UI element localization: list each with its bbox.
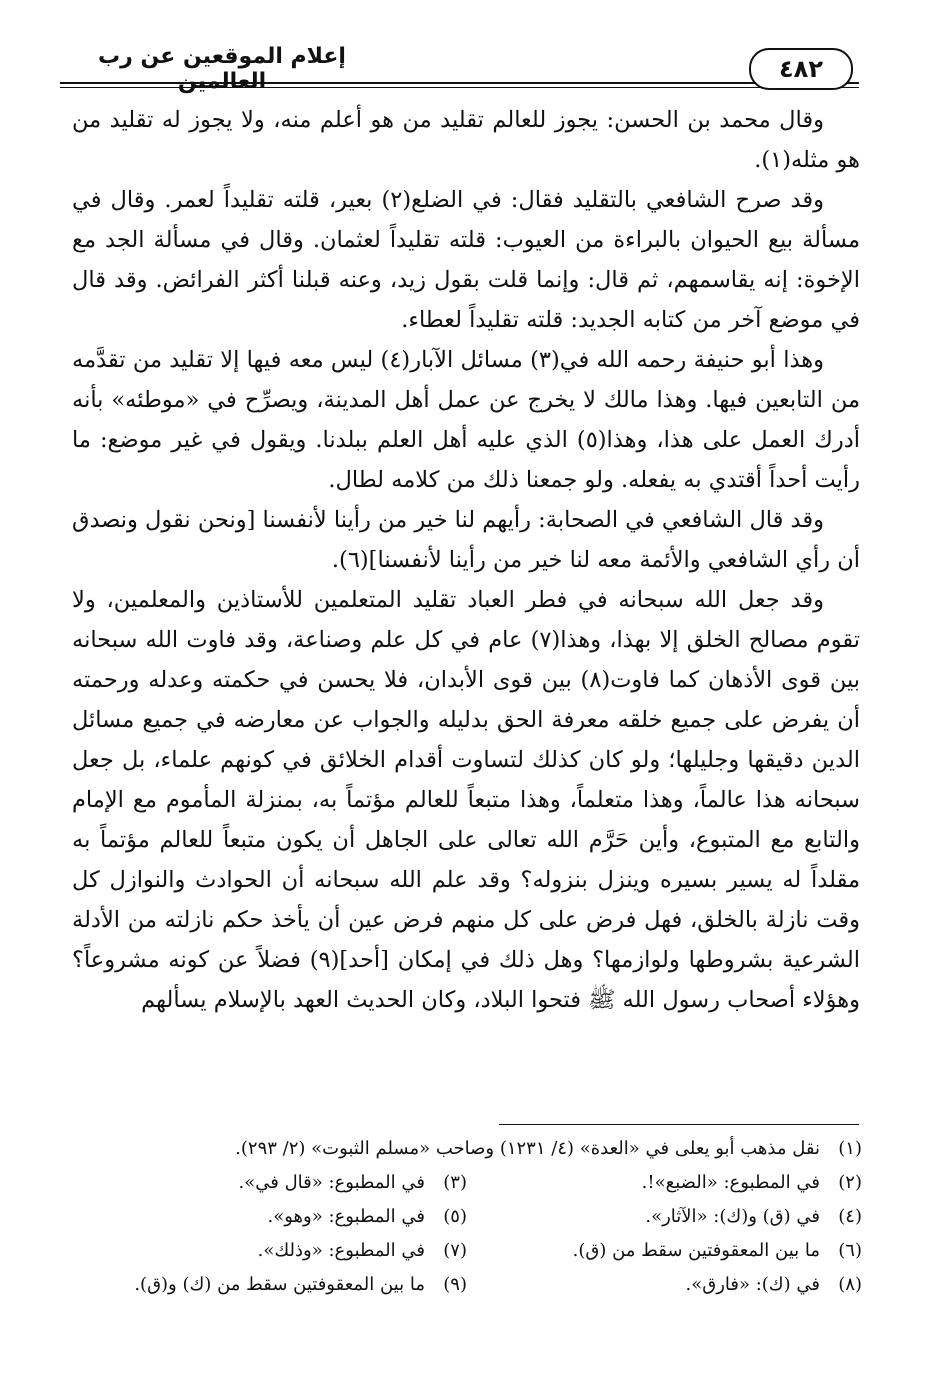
footnote-text: في المطبوع: «وهو». <box>267 1206 425 1227</box>
footnote-row <box>72 1200 862 1234</box>
footnote <box>72 1200 467 1234</box>
footnote <box>72 1234 467 1268</box>
footnote-separator <box>499 1124 859 1125</box>
footnote-text: ما بين المعقوفتين سقط من (ك) و(ق). <box>134 1274 425 1295</box>
footnote-number: (٩) <box>443 1274 467 1295</box>
page-number: ٤٨٢ <box>749 48 853 90</box>
footnotes <box>72 1132 862 1302</box>
footnote <box>72 1166 467 1200</box>
footnote-number: (١) <box>838 1138 862 1159</box>
footnote-text: في المطبوع: «قال في». <box>238 1172 425 1193</box>
footnote-row <box>72 1132 862 1166</box>
footnote <box>72 1268 467 1302</box>
footnote-number: (٥) <box>443 1206 467 1227</box>
running-title: إعلام الموقعين عن رب العالمين <box>98 44 346 94</box>
footnote-number: (٢) <box>838 1172 862 1193</box>
footnote-number: (٨) <box>838 1274 862 1295</box>
footnote <box>72 1132 862 1166</box>
footnote-number: (٣) <box>443 1172 467 1193</box>
footnote <box>467 1200 862 1234</box>
paragraph: وقال محمد بن الحسن: يجوز للعالم تقليد من هو أعلم منه، ولا يجوز له تقليد من هو مثله(١). <box>72 107 860 173</box>
footnote-text: ما بين المعقوفتين سقط من (ق). <box>572 1240 820 1261</box>
footnote-text: في (ق) و(ك): «الآثار». <box>645 1206 820 1227</box>
paragraph: وهذا أبو حنيفة رحمه الله في(٣) مسائل الآبار(٤) ليس معه فيها إلا تقليد من تقدَّمه من التابعين فيها. وهذا مالك لا يخرج عن عمل أهل المدينة، ويصرِّح في «موطئه» بأنه أدرك العمل على هذا، وهذا(٥) الذي عليه أهل العلم ببلدنا. ويقول في غير موضع: ما رأيت أحداً أقتدي به يفعله. ولو جمعنا ذلك من كلامه لطال. <box>72 347 860 493</box>
footnote-text: في المطبوع: «الضبع»!. <box>641 1172 820 1193</box>
footnote-number: (٤) <box>838 1206 862 1227</box>
footnote-text: في (ك): «فارق». <box>685 1274 820 1295</box>
paragraph: وقد صرح الشافعي بالتقليد فقال: في الضلع(٢) بعير، قلته تقليداً لعمر. وقال في مسألة بيع الحيوان بالبراءة من العيوب: قلته تقليداً لعثمان. وقال في مسألة الجد مع الإخوة: إنه يقاسمهم، ثم قال: وإنما قلت بقول زيد، وعنه قبلنا أكثر الفرائض. وقد قال في موضع آخر من كتابه الجديد: قلته تقليداً لعطاء. <box>72 187 860 333</box>
main-text <box>72 100 860 1020</box>
footnote <box>467 1234 862 1268</box>
footnote-number: (٧) <box>443 1240 467 1261</box>
footnote-number: (٦) <box>838 1240 862 1261</box>
footnote <box>467 1166 862 1200</box>
footnote-text: نقل مذهب أبو يعلى في «العدة» (٤/ ١٢٣١) وصاحب «مسلم الثبوت» (٢/ ٢٩٣). <box>235 1138 820 1159</box>
footnote <box>467 1268 862 1302</box>
footnote-text: في المطبوع: «وذلك». <box>257 1240 425 1261</box>
footnote-row <box>72 1166 862 1200</box>
paragraph: وقد قال الشافعي في الصحابة: رأيهم لنا خير من رأينا لأنفسنا [ونحن نقول ونصدق أن رأي الشافعي والأئمة معه لنا خير من رأينا لأنفسنا](٦). <box>72 507 860 573</box>
footnote-row <box>72 1234 862 1268</box>
paragraph: وقد جعل الله سبحانه في فطر العباد تقليد المتعلمين للأستاذين والمعلمين، ولا تقوم مصالح الخلق إلا بهذا، وهذا(٧) عام في كل علم وصناعة، وقد فاوت الله سبحانه بين قوى الأذهان كما فاوت(٨) بين قوى الأبدان، فلا يحسن في حكمته وعدله ورحمته أن يفرض على جميع خلقه معرفة الحق بدليله والجواب عن معارضه في جميع مسائل الدين دقيقها وجليلها؛ ولو كان كذلك لتساوت أقدام الخلائق في كونهم علماء، بل جعل سبحانه هذا عالماً، وهذا متعلماً، وهذا متبعاً للعالم مؤتماً به، بمنزلة المأموم مع الإمام والتابع مع المتبوع، وأين حَرَّم الله تعالى على الجاهل أن يكون متبعاً للعالم مؤتماً به مقلداً له يسير بسيره وينزل بنزوله؟ وقد علم الله سبحانه أن الحوادث والنوازل كل وقت نازلة بالخلق، فهل فرض على كل منهم فرض عين أن يأخذ حكم نازلته من الأدلة الشرعية بشروطها ولوازمها؟ وهل ذلك في إمكان [أحد](٩) فضلاً عن كونه مشروعاً؟ وهؤلاء أصحاب رسول الله ﷺ فتحوا البلاد، وكان الحديث العهد بالإسلام يسألهم <box>72 587 860 1013</box>
footnote-row <box>72 1268 862 1302</box>
